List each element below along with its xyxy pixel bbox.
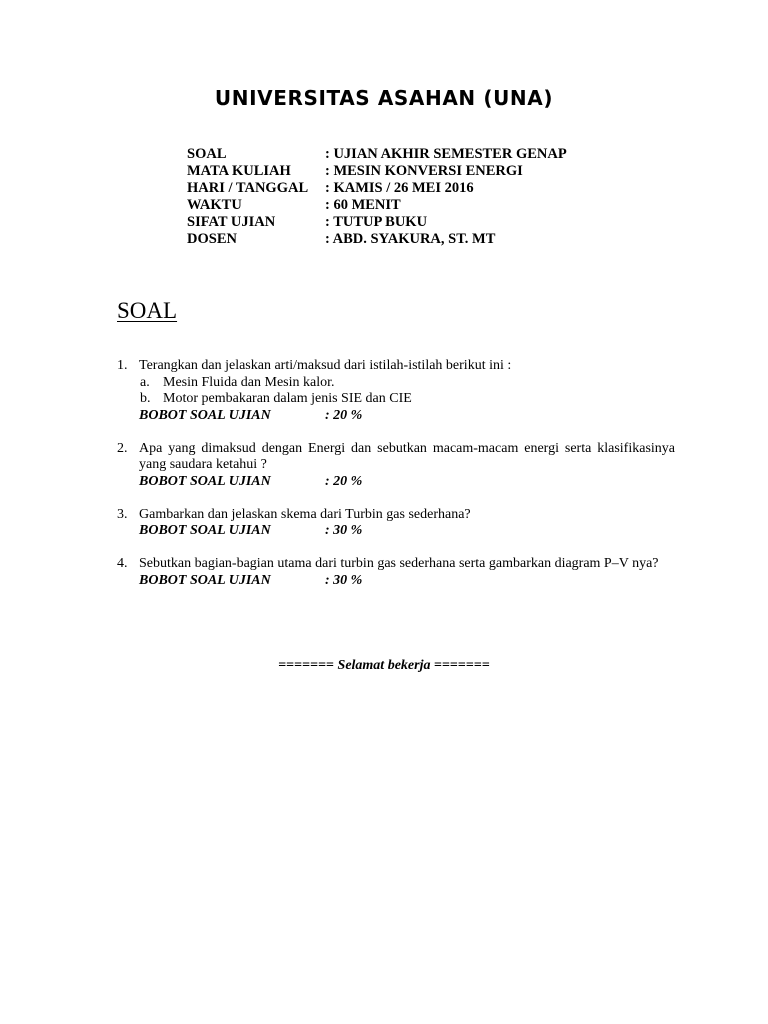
exam-info-row <box>187 214 567 231</box>
sub-item-letter: a. <box>140 374 150 390</box>
exam-info-label: HARI / TANGGAL <box>187 180 309 196</box>
weight-value: : 20 % <box>325 473 363 489</box>
exam-info-value: : KAMIS / 26 MEI 2016 <box>325 180 474 196</box>
exam-info-row <box>187 146 567 163</box>
exam-info-value: : MESIN KONVERSI ENERGI <box>325 163 523 179</box>
exam-info-row <box>187 180 567 197</box>
exam-info-table <box>187 146 567 248</box>
exam-info-row <box>187 163 567 180</box>
question-number: 2. <box>117 440 128 456</box>
weight-label: BOBOT SOAL UJIAN <box>139 473 271 489</box>
question-list <box>117 358 675 606</box>
weight-label: BOBOT SOAL UJIAN <box>139 572 271 588</box>
question-text: Terangkan dan jelaskan arti/maksud dari istilah-istilah berikut ini : <box>139 358 512 373</box>
weight-label: BOBOT SOAL UJIAN <box>139 523 271 538</box>
weight-value: : 30 % <box>325 523 363 538</box>
question-number: 3. <box>117 506 128 522</box>
sub-item-letter: b. <box>140 391 151 406</box>
question-weight <box>139 474 675 491</box>
closing-rule-left: ======= <box>278 658 335 673</box>
weight-value: : 20 % <box>325 407 363 423</box>
sub-item-text: Mesin Fluida dan Mesin kalor. <box>163 374 335 390</box>
exam-info-label: SIFAT UJIAN <box>187 214 276 230</box>
exam-info-label: WAKTU <box>187 197 242 213</box>
question-text: Gambarkan dan jelaskan skema dari Turbin gas sederhana? <box>139 506 471 522</box>
page-title: UNIVERSITAS ASAHAN (UNA) <box>214 86 554 110</box>
closing-rule-right: ======= <box>433 658 490 673</box>
question-weight <box>139 573 675 590</box>
closing-text: Selamat bekerja <box>337 658 431 673</box>
question-item <box>117 507 675 540</box>
sub-item <box>139 391 675 408</box>
exam-info-value: : TUTUP BUKU <box>325 214 428 230</box>
question-number: 1. <box>117 358 128 373</box>
sub-item-text: Motor pembakaran dalam jenis SIE dan CIE <box>163 391 412 406</box>
exam-info-row <box>187 231 567 248</box>
exam-info-value: : UJIAN AKHIR SEMESTER GENAP <box>325 146 567 162</box>
question-text: Apa yang dimaksud dengan Energi dan sebutkan macam-macam energi serta klasifikasinya yang saudara ketahui ? <box>139 440 675 472</box>
exam-info-label: SOAL <box>187 146 227 162</box>
weight-value: : 30 % <box>325 572 363 588</box>
question-item <box>117 358 675 424</box>
sub-item <box>139 375 675 392</box>
exam-info-label: DOSEN <box>187 231 237 247</box>
exam-info-value: : ABD. SYAKURA, ST. MT <box>325 231 496 247</box>
question-text: Sebutkan bagian-bagian utama dari turbin gas sederhana serta gambarkan diagram P–V nya? <box>139 556 659 571</box>
question-item <box>117 556 675 589</box>
exam-info-label: MATA KULIAH <box>187 163 291 179</box>
question-number: 4. <box>117 556 128 571</box>
exam-info-row <box>187 197 567 214</box>
question-weight <box>139 408 675 425</box>
question-weight <box>139 523 675 540</box>
exam-info-value: : 60 MENIT <box>325 197 401 213</box>
question-item <box>117 441 675 491</box>
closing-line <box>0 658 768 674</box>
section-heading: SOAL <box>117 298 178 323</box>
weight-label: BOBOT SOAL UJIAN <box>139 407 271 423</box>
